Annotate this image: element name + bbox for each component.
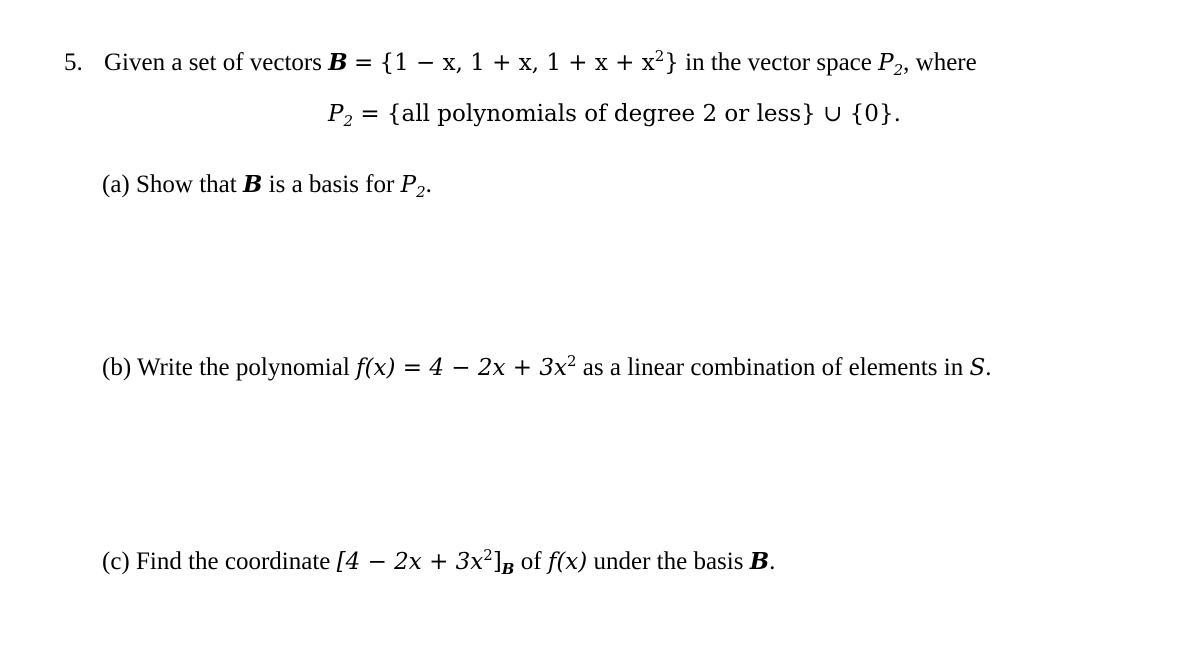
- part-c-period: .: [769, 548, 776, 575]
- equals-sign: =: [353, 50, 374, 76]
- part-c-end: under the basis: [593, 548, 744, 575]
- space-subscript: 2: [893, 61, 904, 79]
- basis-set-close: }: [664, 50, 679, 76]
- part-b-middle: as a linear combination of elements in: [582, 354, 964, 381]
- part-c-middle: of: [520, 548, 542, 575]
- part-b-polynomial: [356, 352, 577, 381]
- basis-set-elements: {1 − x, 1 + x, 1 + x + x: [379, 50, 655, 76]
- part-c-exponent: 2: [483, 546, 493, 564]
- problem-statement: [64, 48, 977, 78]
- part-a-end: .: [425, 171, 432, 198]
- space-symbol: [878, 50, 904, 79]
- basis-symbol: B: [328, 49, 348, 76]
- definition-letter: P: [328, 101, 344, 127]
- part-a-label: (a) Show that: [102, 171, 237, 198]
- space-text: in the vector space: [685, 49, 872, 76]
- space-end: , where: [903, 49, 977, 76]
- part-c-coordinate: [336, 546, 515, 578]
- part-b-polynomial-expr: f(x) = 4 − 2x + 3x: [356, 355, 567, 381]
- part-b-set-symbol: S: [969, 355, 986, 381]
- problem-number: 5.: [64, 49, 83, 76]
- part-a-middle: is a basis for: [268, 171, 395, 198]
- part-a-space-subscript: 2: [416, 183, 426, 201]
- part-a: [102, 170, 432, 200]
- part-c-subscript: B: [501, 560, 515, 578]
- part-a-space-symbol: [400, 172, 426, 201]
- definition-symbol: [328, 101, 354, 130]
- basis-set-expression: [379, 47, 679, 76]
- space-definition: [328, 99, 901, 129]
- part-c-label: (c) Find the coordinate: [102, 548, 331, 575]
- part-c-coordinate-expr: [4 − 2x + 3x: [336, 549, 484, 575]
- part-c-fx: f(x): [547, 549, 588, 575]
- space-letter: P: [878, 50, 894, 76]
- part-c-bracket: ]: [492, 549, 502, 575]
- part-b-exponent: 2: [566, 352, 577, 370]
- part-b: [102, 353, 991, 383]
- part-a-space-letter: P: [400, 172, 417, 198]
- definition-rhs: = {all polynomials of degree 2 or less} ∪ {0}.: [360, 101, 901, 127]
- part-b-end: .: [985, 354, 992, 381]
- definition-subscript: 2: [343, 112, 354, 130]
- part-a-basis-symbol: B: [242, 171, 263, 198]
- basis-set-exponent: 2: [654, 47, 665, 65]
- problem-intro: Given a set of vectors: [104, 49, 322, 76]
- part-c-basis-symbol: B: [749, 548, 770, 575]
- part-c: [102, 547, 775, 577]
- part-b-label: (b) Write the polynomial: [102, 354, 350, 381]
